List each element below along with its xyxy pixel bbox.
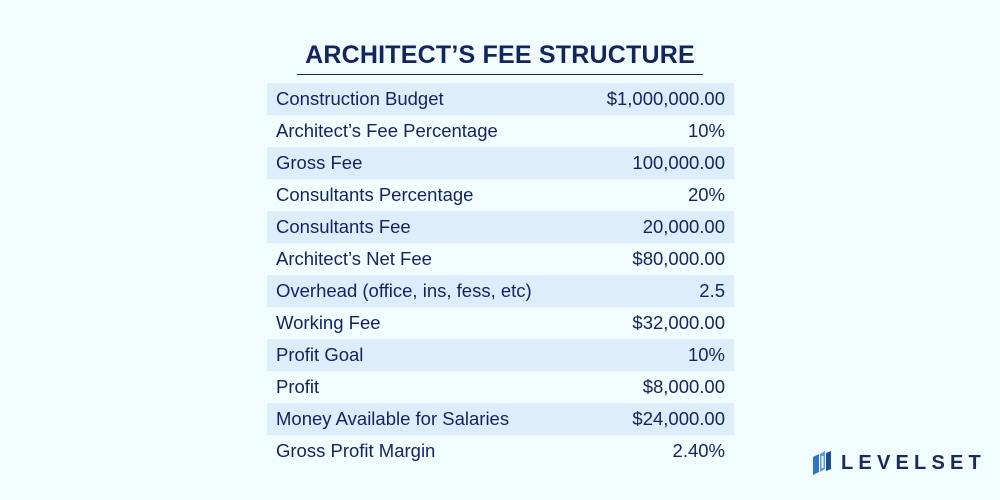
row-value: $8,000.00 xyxy=(642,376,725,397)
table-row xyxy=(267,371,734,403)
table-row xyxy=(267,115,734,147)
row-label: Gross Profit Margin xyxy=(276,440,436,461)
row-value: 2.5 xyxy=(699,280,725,301)
table-row xyxy=(267,83,734,115)
row-label: Architect’s Net Fee xyxy=(276,248,432,269)
row-label: Construction Budget xyxy=(276,88,444,109)
row-value: 10% xyxy=(687,344,725,365)
row-label: Money Available for Salaries xyxy=(276,408,510,429)
table-row xyxy=(267,211,734,243)
row-label: Working Fee xyxy=(276,312,381,333)
table-row xyxy=(267,403,734,435)
page-title xyxy=(0,34,1000,75)
table-row xyxy=(267,307,734,339)
table-row xyxy=(267,179,734,211)
row-value: $1,000,000.00 xyxy=(606,88,725,109)
table-row xyxy=(267,243,734,275)
levelset-logo xyxy=(811,451,986,475)
title-text: ARCHITECT’S FEE STRUCTURE xyxy=(297,40,703,75)
row-label: Architect’s Fee Percentage xyxy=(276,120,498,141)
table-row xyxy=(267,275,734,307)
row-value: 100,000.00 xyxy=(632,152,725,173)
row-value: $80,000.00 xyxy=(632,248,725,269)
row-label: Profit xyxy=(276,376,320,397)
table-row xyxy=(267,435,734,467)
row-label: Overhead (office, ins, fess, etc) xyxy=(276,280,532,301)
logo-wordmark: LEVELSET xyxy=(841,452,986,474)
row-label: Gross Fee xyxy=(276,152,363,173)
row-label: Consultants Fee xyxy=(276,216,411,237)
row-value: $32,000.00 xyxy=(632,312,725,333)
row-value: 10% xyxy=(687,120,725,141)
row-value: 2.40% xyxy=(672,440,725,461)
row-value: 20,000.00 xyxy=(642,216,725,237)
table-row xyxy=(267,147,734,179)
fee-table xyxy=(267,83,734,467)
row-label: Consultants Percentage xyxy=(276,184,474,205)
table-row xyxy=(267,339,734,371)
row-value: 20% xyxy=(687,184,725,205)
row-label: Profit Goal xyxy=(276,344,364,365)
levelset-logo-icon xyxy=(811,451,833,475)
row-value: $24,000.00 xyxy=(632,408,725,429)
